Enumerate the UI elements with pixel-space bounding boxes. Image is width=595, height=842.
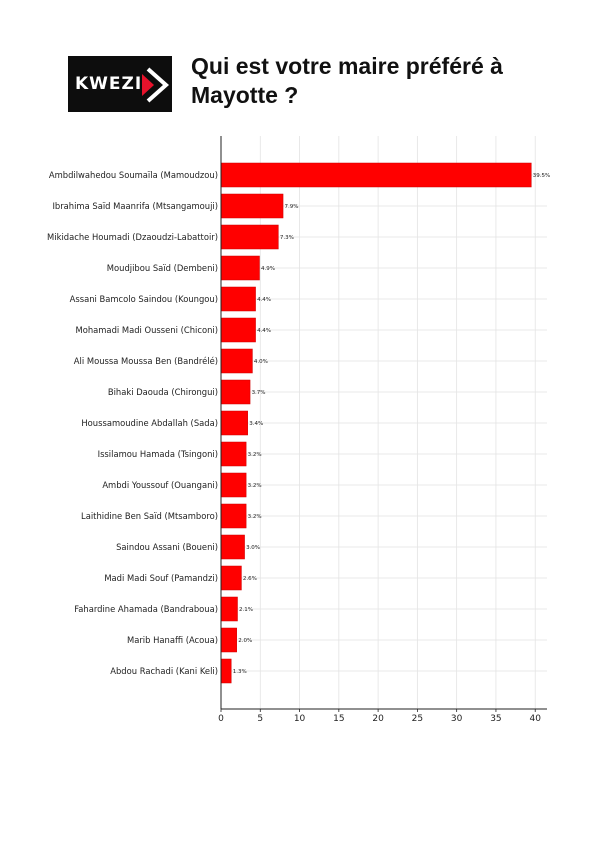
bar — [221, 442, 246, 466]
bar — [221, 411, 248, 435]
category-label: Fahardine Ahamada (Bandraboua) — [74, 604, 218, 614]
bar — [221, 380, 250, 404]
value-label: 3.2% — [247, 452, 262, 458]
category-label: Ibrahima Saïd Maanrifa (Mtsangamouji) — [52, 201, 218, 211]
value-label: 3.0% — [246, 545, 261, 551]
bar — [221, 318, 256, 342]
x-tick-label: 40 — [529, 714, 541, 724]
x-tick-label: 25 — [411, 714, 424, 724]
bar — [221, 597, 237, 621]
value-label: 39.5% — [532, 173, 551, 179]
bar — [221, 163, 531, 187]
category-label: Abdou Rachadi (Kani Keli) — [110, 666, 218, 676]
x-tick-label: 0 — [218, 714, 224, 724]
category-label: Mohamadi Madi Ousseni (Chiconi) — [75, 325, 218, 335]
value-label: 3.7% — [251, 390, 266, 396]
category-label: Saindou Assani (Boueni) — [116, 542, 218, 552]
value-label: 4.4% — [257, 297, 272, 303]
category-label: Houssamoudine Abdallah (Sada) — [81, 418, 218, 428]
category-label: Laithidine Ben Saïd (Mtsamboro) — [81, 511, 218, 521]
category-label: Issilamou Hamada (Tsingoni) — [97, 449, 218, 459]
category-label: Ali Moussa Moussa Ben (Bandrélé) — [73, 356, 218, 366]
page-title: Qui est votre maire préféré à Mayotte ? — [191, 53, 503, 108]
bar — [221, 194, 283, 218]
value-label: 2.1% — [238, 607, 253, 613]
category-label: Assani Bamcolo Saindou (Koungou) — [69, 294, 218, 304]
category-label: Bihaki Daouda (Chirongui) — [107, 387, 218, 397]
bar — [221, 473, 246, 497]
value-label: 2.6% — [242, 576, 257, 582]
category-label: Madi Madi Souf (Pamandzi) — [104, 573, 218, 583]
category-label: Mikidache Houmadi (Dzaoudzi-Labattoir) — [47, 232, 218, 242]
category-label: Ambdi Youssouf (Ouangani) — [102, 480, 218, 490]
x-tick-label: 5 — [257, 714, 264, 724]
value-label: 1.3% — [232, 669, 247, 675]
x-tick-label: 30 — [450, 714, 463, 724]
category-label: Moudjibou Saïd (Dembeni) — [106, 263, 218, 273]
bar — [221, 349, 252, 373]
logo-text: KWEZI — [75, 74, 143, 94]
value-label: 4.0% — [253, 359, 268, 365]
value-label: 3.2% — [247, 514, 262, 520]
x-tick-label: 15 — [333, 714, 345, 724]
bar — [221, 256, 259, 280]
category-label: Ambdilwahedou Soumaïla (Mamoudzou) — [48, 170, 218, 180]
value-label: 7.9% — [284, 204, 299, 210]
bar — [221, 225, 278, 249]
bar — [221, 287, 256, 311]
value-label: 3.4% — [249, 421, 264, 427]
value-label: 4.4% — [257, 328, 272, 334]
x-tick-label: 35 — [490, 714, 502, 724]
bar — [221, 535, 245, 559]
bar — [221, 659, 231, 683]
bar — [221, 504, 246, 528]
value-label: 7.3% — [279, 235, 294, 241]
bar — [221, 566, 241, 590]
bar — [221, 628, 237, 652]
value-label: 3.2% — [247, 483, 262, 489]
x-tick-label: 20 — [372, 714, 384, 724]
value-label: 2.0% — [238, 638, 253, 644]
x-tick-label: 10 — [293, 714, 306, 724]
value-label: 4.9% — [260, 266, 275, 272]
category-label: Marib Hanaffi (Acoua) — [126, 635, 218, 645]
